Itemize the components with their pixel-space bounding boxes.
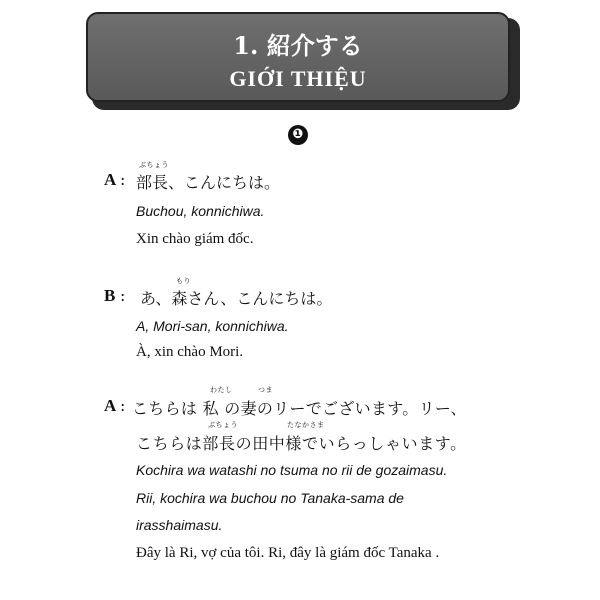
vietnamese-line: À, xin chào Mori.	[136, 344, 244, 360]
speaker-label: A	[104, 170, 117, 189]
romaji-line: Buchou, konnichiwa.	[136, 203, 265, 219]
furigana: たなかさま	[287, 421, 325, 429]
lesson-title-japanese: 1. 紹介する	[233, 31, 363, 60]
lesson-title-vietnamese: GIỚI THIỆU	[229, 66, 367, 91]
furigana: わたし	[210, 386, 233, 394]
title-banner	[86, 12, 510, 102]
speaker-label: A	[104, 396, 117, 415]
romaji-line: Kochira wa watashi no tsuma no rii de gozaimasu.	[136, 462, 448, 478]
japanese-line: こちらは部長の田中様でいらっしゃいます。	[136, 434, 467, 453]
romaji-line: A, Mori-san, konnichiwa.	[136, 318, 289, 334]
vietnamese-line: Xin chào giám đốc.	[136, 231, 254, 247]
speaker-label: B	[104, 286, 116, 305]
romaji-line: irasshaimasu.	[136, 517, 223, 533]
speaker-colon: :	[120, 170, 126, 189]
furigana: もり	[176, 277, 191, 285]
speaker-colon: :	[120, 396, 126, 415]
japanese-line: あ、森さん、こんにちは。	[140, 289, 333, 308]
japanese-line: こちらは 私 の妻のリーでございます。リー、	[132, 399, 467, 418]
vietnamese-line: Đây là Ri, vợ của tôi. Ri, đây là giám đốc Tanaka .	[136, 545, 440, 561]
romaji-line: Rii, kochira wa buchou no Tanaka-sama de	[136, 490, 404, 506]
furigana: つま	[258, 386, 273, 394]
section-number-badge: ❶	[288, 125, 308, 145]
japanese-line: 部長、こんにちは。	[136, 173, 281, 192]
furigana: ぶちょう	[139, 161, 169, 169]
furigana: ぶちょう	[208, 421, 238, 429]
speaker-colon: :	[120, 286, 126, 305]
